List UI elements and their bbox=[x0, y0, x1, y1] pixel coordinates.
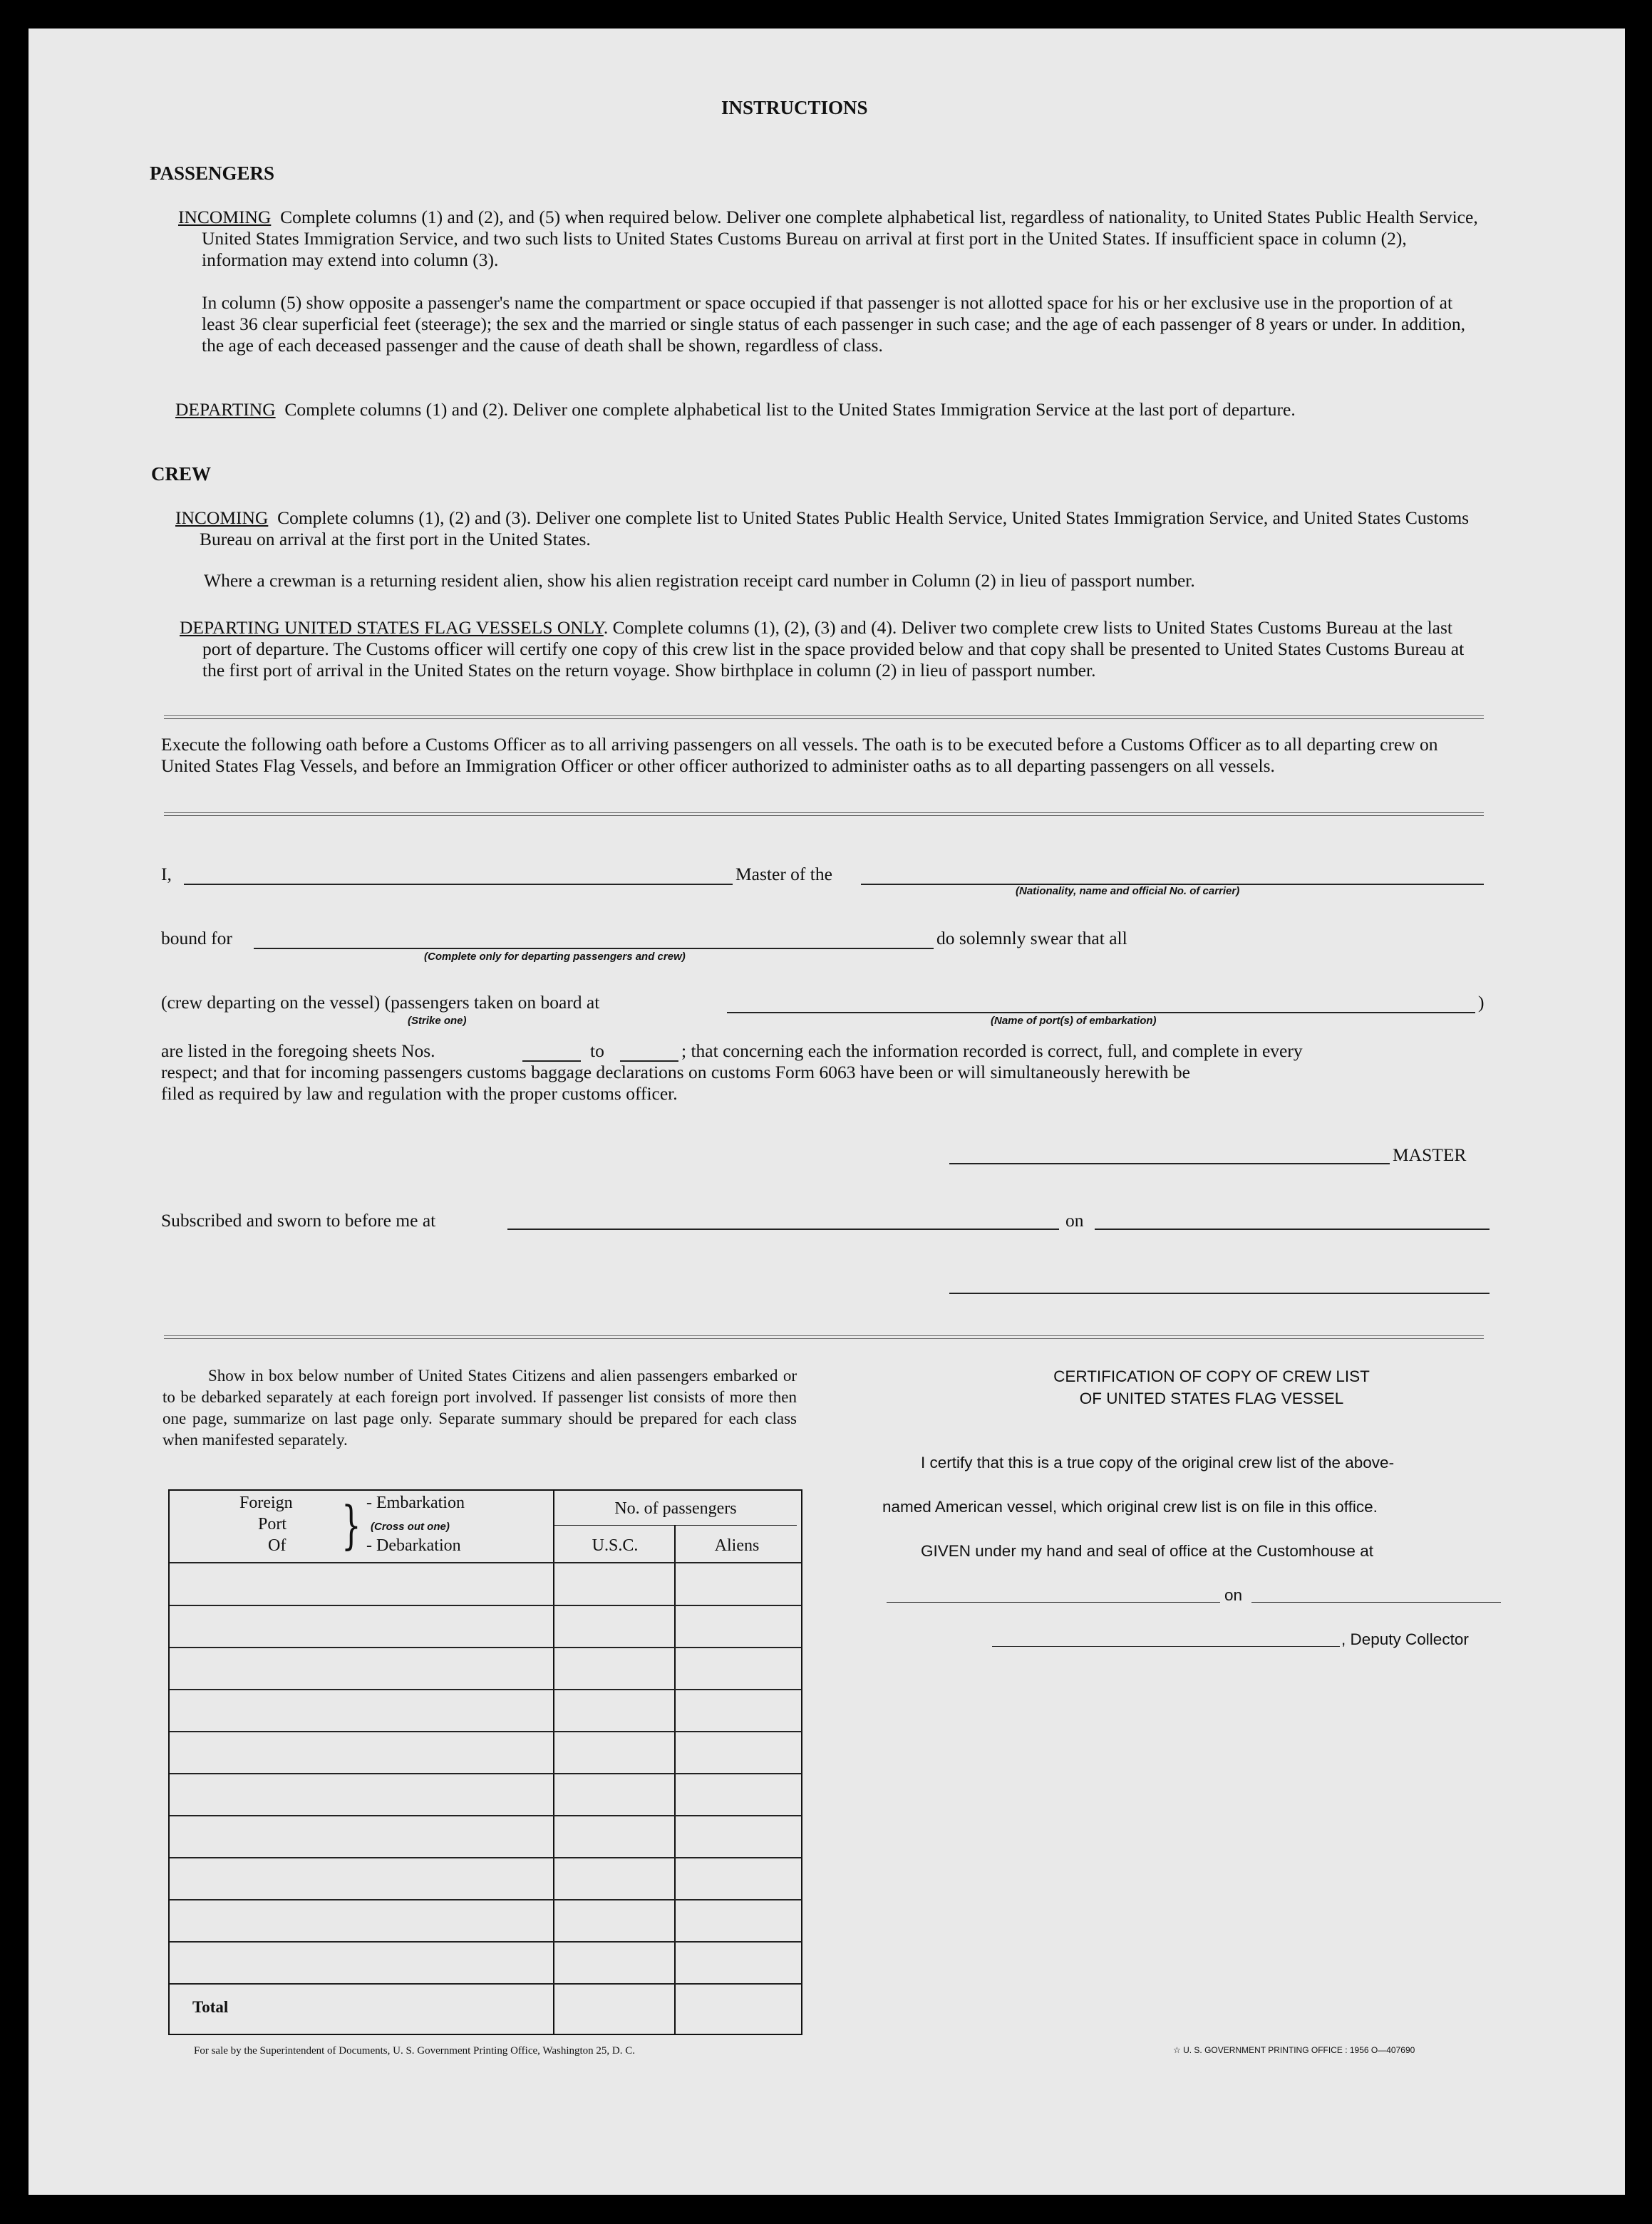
divider bbox=[164, 812, 1484, 816]
crew-heading: CREW bbox=[151, 463, 212, 485]
crew-departing-label: (crew departing on the vessel) (passengers taken on board at bbox=[161, 992, 600, 1013]
subscribed-label: Subscribed and sworn to before me at bbox=[161, 1210, 436, 1231]
oath-line3: filed as required by law and regulation with the proper customs officer. bbox=[161, 1083, 678, 1104]
table-row bbox=[170, 1815, 801, 1816]
master-of-the-label: Master of the bbox=[735, 864, 832, 884]
sworn-place-line[interactable] bbox=[507, 1229, 1059, 1230]
no-passengers-header: No. of passengers bbox=[614, 1499, 737, 1518]
given-line: GIVEN under my hand and seal of office at the Customhouse at bbox=[921, 1542, 1373, 1560]
flag-vessels-label: DEPARTING UNITED STATES FLAG VESSELS ONLY bbox=[180, 617, 604, 638]
master-name-line[interactable] bbox=[184, 884, 733, 885]
bound-for-label: bound for bbox=[161, 928, 232, 948]
departing-label: DEPARTING bbox=[175, 399, 276, 420]
passengers-heading: PASSENGERS bbox=[150, 162, 275, 184]
oath-intro: Execute the following oath before a Customs Officer as to all arriving passengers on all vessels. The oath is to be executed before a Customs Officer as to all departing crew on United States Flag Vessels, and before an Immigration Officer or other officer authorized to administer oaths as to all departing passengers on all vessels. bbox=[161, 734, 1438, 776]
certification-title-line2: OF UNITED STATES FLAG VESSEL bbox=[1079, 1390, 1344, 1407]
passengers-incoming bbox=[178, 207, 1482, 271]
instructions-title: INSTRUCTIONS bbox=[721, 97, 868, 118]
port-label: Port bbox=[258, 1515, 287, 1533]
form-page bbox=[29, 29, 1625, 2195]
cross-out-label: (Cross out one) bbox=[371, 1521, 450, 1533]
table-row bbox=[170, 1605, 801, 1606]
summary-text: Show in box below number of United States Citizens and alien passengers embarked or to be debarked separately at each foreign port involved. If passenger list consists of more then one page, summarize on last page only. Separate summary should be prepared for each class when manifested separately. bbox=[162, 1367, 797, 1449]
officer-signature-line[interactable] bbox=[949, 1293, 1490, 1294]
certification-title-line1: CERTIFICATION OF COPY OF CREW LIST bbox=[1053, 1367, 1370, 1385]
crew-incoming bbox=[175, 507, 1480, 550]
customhouse-line[interactable] bbox=[887, 1602, 1220, 1603]
close-paren: ) bbox=[1478, 992, 1485, 1013]
passengers-departing-text: Complete columns (1) and (2). Deliver one complete alphabetical list to the United States Immigration Service at the last port of departure. bbox=[284, 399, 1296, 420]
listed-prefix: are listed in the foregoing sheets Nos. bbox=[161, 1040, 435, 1061]
deputy-collector-label: , Deputy Collector bbox=[1341, 1630, 1469, 1648]
to-label: to bbox=[590, 1040, 604, 1061]
bound-for-line[interactable] bbox=[254, 948, 934, 949]
aliens-header: Aliens bbox=[714, 1536, 760, 1555]
passengers-incoming-text: Complete columns (1) and (2), and (5) when required below. Deliver one complete alphabetical list, regardless of nationality, to United States Public Health Service, United States Immigration Service, and two such lists to United States Customs Bureau on arrival at first port in the United States. If insufficient space in column (2), information may extend into column (3). bbox=[202, 207, 1478, 270]
total-label: Total bbox=[192, 1998, 229, 2016]
passenger-summary-table bbox=[168, 1489, 802, 2035]
debarkation-label: - Debarkation bbox=[366, 1536, 461, 1555]
table-row bbox=[170, 1941, 801, 1943]
col-line bbox=[553, 1491, 554, 2034]
oath-line2: respect; and that for incoming passengers customs baggage declarations on customs Form 6063 have been or will simultaneously herewith be bbox=[161, 1062, 1190, 1082]
flag-vessels-paragraph bbox=[180, 617, 1481, 681]
of-label: Of bbox=[268, 1536, 286, 1555]
named-line: named American vessel, which original crew list is on file in this office. bbox=[882, 1498, 1378, 1516]
table-row bbox=[170, 1857, 801, 1858]
crew-incoming-label: INCOMING bbox=[175, 507, 269, 528]
certification-title bbox=[869, 1365, 1554, 1410]
usc-header: U.S.C. bbox=[592, 1536, 639, 1555]
nationality-caption: (Nationality, name and official No. of carrier) bbox=[1016, 885, 1240, 897]
sworn-date-line[interactable] bbox=[1095, 1229, 1490, 1230]
table-row bbox=[170, 1731, 801, 1732]
foreign-label: Foreign bbox=[239, 1494, 293, 1512]
incoming-label: INCOMING bbox=[178, 207, 272, 227]
on-label: on bbox=[1065, 1210, 1084, 1231]
footer-right: ☆ U. S. GOVERNMENT PRINTING OFFICE : 1956 O—407690 bbox=[1173, 2045, 1415, 2055]
cert-date-line[interactable] bbox=[1251, 1602, 1501, 1603]
divider bbox=[164, 1335, 1484, 1339]
complete-only-caption: (Complete only for departing passengers and crew) bbox=[424, 951, 686, 963]
port-caption: (Name of port(s) of embarkation) bbox=[991, 1015, 1157, 1027]
footer-left: For sale by the Superintendent of Documents, U. S. Government Printing Office, Washington 25, D. C. bbox=[194, 2045, 635, 2057]
deputy-signature-line[interactable] bbox=[992, 1646, 1340, 1647]
table-row bbox=[170, 1562, 801, 1563]
header-split bbox=[554, 1525, 797, 1526]
table-row bbox=[170, 1689, 801, 1690]
master-label: MASTER bbox=[1393, 1144, 1467, 1165]
crew-incoming-text: Complete columns (1), (2) and (3). Deliver one complete list to United States Public Health Service, United States Immigration Service, and United States Customs Bureau on arrival at the first port in the United States. bbox=[200, 507, 1470, 549]
divider bbox=[164, 715, 1484, 719]
embarkation-label: - Embarkation bbox=[366, 1494, 465, 1512]
strike-one-caption: (Strike one) bbox=[408, 1015, 467, 1027]
certify-line: I certify that this is a true copy of the original crew list of the above- bbox=[921, 1454, 1395, 1472]
passengers-departing bbox=[175, 399, 1482, 420]
flag-vessels-text: . Complete columns (1), (2), (3) and (4). Deliver two complete crew lists to United States Customs Bureau at the last port of departure. The Customs officer will certify one copy of this crew list in the space provided below and that copy shall be presented to United States Customs Bureau at the first port of arrival in the United States on the return voyage. Show birthplace in column (2) in lieu of passport number. bbox=[202, 617, 1465, 681]
listed-rest: ; that concerning each the information recorded is correct, full, and complete in every bbox=[681, 1040, 1303, 1061]
table-row bbox=[170, 1899, 801, 1900]
table-row bbox=[170, 1647, 801, 1648]
column5-paragraph: In column (5) show opposite a passenger's name the compartment or space occupied if that passenger is not allotted space for his or her exclusive use in the proportion of at least 36 clear superficial feet (steerage); the sex and the married or single status of each passenger in such case; and the age of each passenger of 8 years or under. In addition, the age of each deceased passenger and the cause of death shall be shown, regardless of class. bbox=[202, 292, 1465, 356]
i-label: I, bbox=[161, 864, 172, 884]
col-line bbox=[674, 1525, 676, 2034]
brace-icon: } bbox=[341, 1495, 361, 1555]
table-row bbox=[170, 1983, 801, 1985]
table-row bbox=[170, 1773, 801, 1774]
cert-on-label: on bbox=[1224, 1586, 1243, 1604]
crewman-paragraph: Where a crewman is a returning resident alien, show his alien registration receipt card number in Column (2) in lieu of passport number. bbox=[204, 570, 1195, 591]
master-signature-line[interactable] bbox=[949, 1163, 1390, 1164]
do-solemnly-label: do solemnly swear that all bbox=[936, 928, 1127, 948]
port-line[interactable] bbox=[727, 1012, 1475, 1013]
